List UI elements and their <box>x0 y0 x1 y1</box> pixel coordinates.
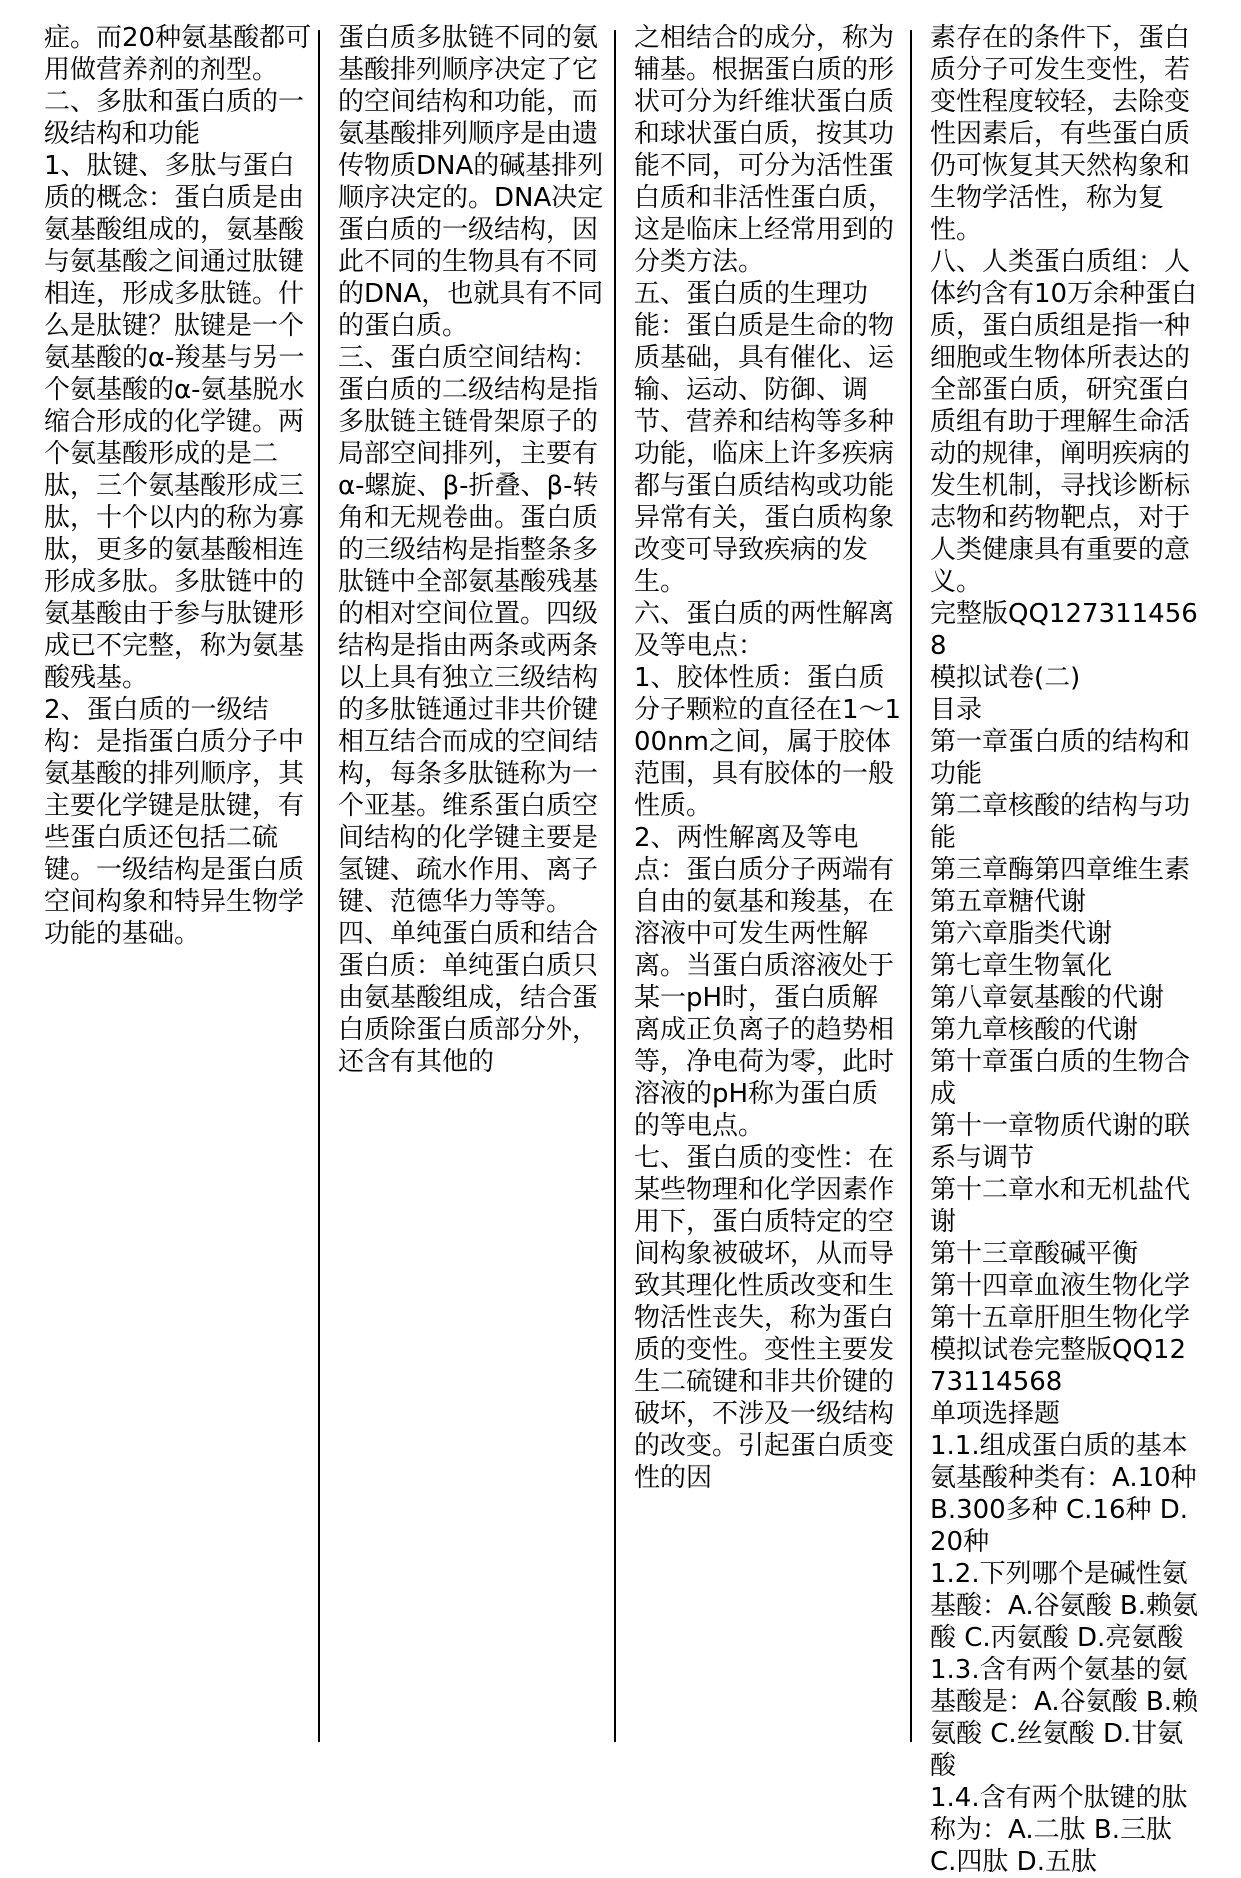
paragraph: 模拟试卷(二) <box>930 663 1081 693</box>
paragraph: 模拟试卷完整版QQ1273114568 <box>930 1335 1187 1397</box>
paragraph: 第五章糖代谢 <box>930 887 1087 917</box>
paragraph: 第六章脂类代谢 <box>930 919 1113 949</box>
column-divider-3 <box>910 30 912 1742</box>
paragraph: 第十一章物质代谢的联系与调节 <box>930 1111 1191 1173</box>
paragraph: 目录 <box>930 695 983 725</box>
paragraph: 完整版QQ1273114568 <box>930 599 1198 661</box>
paragraph: 四、单纯蛋白质和结合蛋白质：单纯蛋白质只由氨基酸组成，结合蛋白质除蛋白质部分外，还含有其他的 <box>338 919 599 1077</box>
text-column-1 <box>44 22 312 1740</box>
paragraph: 第八章氨基酸的代谢 <box>930 983 1165 1013</box>
paragraph: 1、肽键、多肽与蛋白质的概念：蛋白质是由氨基酸组成的，氨基酸与氨基酸之间通过肽键相连，形成多肽链。什么是肽键？肽键是一个氨基酸的α-羧基与另一个氨基酸的α-氨基脱水缩合形成的化学键。两个氨基酸形成的是二肽，三个氨基酸形成三肽，十个以内的称为寡肽，更多的氨基酸相连形成多肽。多肽链中的氨基酸由于参与肽键形成已不完整，称为氨基酸残基。 <box>44 151 305 693</box>
paragraph: 单项选择题 <box>930 1399 1061 1429</box>
paragraph: 2、蛋白质的一级结构：是指蛋白质分子中氨基酸的排列顺序，其主要化学键是肽键，有些蛋白质还包括二硫键。一级结构是蛋白质空间构象和特异生物学功能的基础。 <box>44 695 305 949</box>
paragraph: 六、蛋白质的两性解离及等电点： <box>634 599 895 661</box>
paragraph: 1.2.下列哪个是碱性氨基酸：A.谷氨酸 B.赖氨酸 C.丙氨酸 D.亮氨酸 <box>930 1559 1198 1653</box>
text-column-4 <box>930 22 1198 1877</box>
paragraph: 三、蛋白质空间结构：蛋白质的二级结构是指多肽链主链骨架原子的局部空间排列，主要有α-螺旋、β-折叠、β-转角和无规卷曲。蛋白质的三级结构是指整条多肽链中全部氨基酸残基的相对空间位置。四级结构是指由两条或两条以上具有独立三级结构的多肽链通过非共价键相互结合而成的空间结构，每条多肽链称为一个亚基。维系蛋白质空间结构的化学键主要是氢键、疏水作用、离子键、范德华力等等。 <box>338 343 599 917</box>
paragraph: 1.4.含有两个肽键的肽称为：A.二肽 B.三肽 C.四肽 D.五肽 <box>930 1783 1188 1877</box>
paragraph: 2、两性解离及等电点：蛋白质分子两端有自由的氨基和羧基，在溶液中可发生两性解离。当蛋白质溶液处于某一pH时，蛋白质解离成正负离子的趋势相等，净电荷为零，此时溶液的pH称为蛋白质的等电点。 <box>634 823 895 1141</box>
paragraph: 1.3.含有两个氨基的氨基酸是：A.谷氨酸 B.赖氨酸 C.丝氨酸 D.甘氨酸 <box>930 1655 1198 1781</box>
text-column-3 <box>634 22 902 1740</box>
paragraph: 蛋白质多肽链不同的氨基酸排列顺序决定了它的空间结构和功能，而氨基酸排列顺序是由遗传物质DNA的碱基排列顺序决定的。DNA决定蛋白质的一级结构，因此不同的生物具有不同的DNA，也就具有不同的蛋白质。 <box>338 23 604 341</box>
paragraph: 七、蛋白质的变性：在某些物理和化学因素作用下，蛋白质特定的空间构象被破坏，从而导致其理化性质改变和生物活性丧失，称为蛋白质的变性。变性主要发生二硫键和非共价键的破坏，不涉及一级结构的改变。引起蛋白质变性的因 <box>634 1143 895 1493</box>
paragraph: 1、胶体性质：蛋白质分子颗粒的直径在1～100nm之间，属于胶体范围，具有胶体的一般性质。 <box>634 663 902 821</box>
paragraph: 1.1.组成蛋白质的基本氨基酸种类有：A.10种 B.300多种 C.16种 D.20种 <box>930 1431 1197 1557</box>
paragraph: 第七章生物氧化 <box>930 951 1113 981</box>
paragraph: 素存在的条件下，蛋白质分子可发生变性，若变性程度较轻，去除变性因素后，有些蛋白质仍可恢复其天然构象和生物学活性，称为复性。 <box>930 23 1191 245</box>
column-divider-2 <box>614 30 616 1742</box>
paragraph: 五、蛋白质的生理功能：蛋白质是生命的物质基础，具有催化、运输、运动、防御、调节、营养和结构等多种功能，临床上许多疾病都与蛋白质结构或功能异常有关，蛋白质构象改变可导致疾病的发生。 <box>634 279 895 597</box>
paragraph: 第二章核酸的结构与功能 <box>930 791 1191 853</box>
column-divider-1 <box>318 30 320 1742</box>
paragraph: 第十五章肝胆生物化学 <box>930 1303 1191 1333</box>
paragraph: 第一章蛋白质的结构和功能 <box>930 727 1191 789</box>
paragraph: 第十二章水和无机盐代谢 <box>930 1175 1191 1237</box>
paragraph: 八、人类蛋白质组：人体约含有10万余种蛋白质，蛋白质组是指一种细胞或生物体所表达的全部蛋白质，研究蛋白质组有助于理解生命活动的规律，阐明疾病的发生机制，寻找诊断标志物和药物靶点，对于人类健康具有重要的意义。 <box>930 247 1198 597</box>
paragraph: 第九章核酸的代谢 <box>930 1015 1139 1045</box>
paragraph: 第三章酶第四章维生素 <box>930 855 1191 885</box>
text-column-2 <box>338 22 606 1740</box>
paragraph: 之相结合的成分，称为辅基。根据蛋白质的形状可分为纤维状蛋白质和球状蛋白质，按其功能不同，可分为活性蛋白质和非活性蛋白质，这是临床上经常用到的分类方法。 <box>634 23 895 277</box>
paragraph: 第十三章酸碱平衡 <box>930 1239 1139 1269</box>
paragraph: 二、多肽和蛋白质的一级结构和功能 <box>44 87 305 149</box>
paragraph: 第十章蛋白质的生物合成 <box>930 1047 1191 1109</box>
paragraph: 症。而20种氨基酸都可用做营养剂的剂型。 <box>44 23 312 85</box>
paragraph: 第十四章血液生物化学 <box>930 1271 1191 1301</box>
